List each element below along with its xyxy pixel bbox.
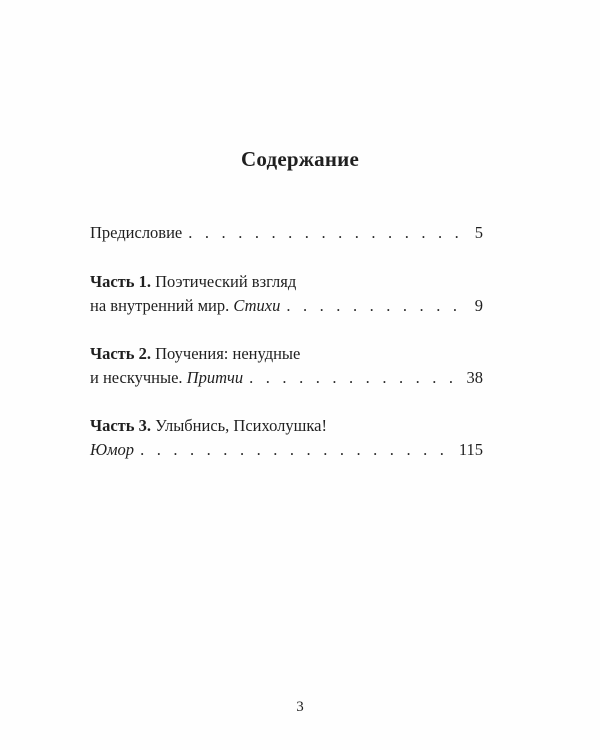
toc-entry-line	[90, 294, 483, 318]
toc-entry-subtitle: на внутренний мир.	[90, 296, 230, 315]
toc-entry-line	[90, 438, 483, 462]
toc-entry-title: Предисловие	[90, 223, 183, 242]
toc-entry-genre: Юмор	[90, 440, 135, 459]
toc-entry-line	[90, 366, 483, 390]
toc-entry-line	[90, 342, 483, 366]
toc-entry-preface[interactable]	[90, 221, 483, 245]
toc-page-number: 115	[458, 440, 483, 459]
toc-title: Содержание	[241, 147, 359, 171]
toc-entry-line	[90, 221, 483, 245]
toc-entry-line	[90, 414, 483, 438]
toc-page-number: 9	[474, 296, 483, 315]
toc-entry-line	[90, 270, 483, 294]
leader-dots	[188, 221, 469, 245]
leader-dots	[140, 438, 453, 462]
toc-part-label: Часть 2.	[90, 344, 152, 363]
toc-entry-title: Улыбнись, Психолушка!	[155, 416, 327, 435]
toc-entry-title: Поучения: ненудные	[155, 344, 301, 363]
toc-entry-genre: Стихи	[233, 296, 281, 315]
toc-entry-title: Поэтический взгляд	[155, 272, 297, 291]
toc-entry-subtitle: и нескучные.	[90, 368, 183, 387]
toc-entry-part-3[interactable]	[90, 414, 483, 462]
toc-page-number: 38	[466, 368, 483, 387]
leader-dots	[249, 366, 460, 390]
toc-part-label: Часть 1.	[90, 272, 152, 291]
toc-entry-part-1[interactable]	[90, 270, 483, 318]
toc-part-label: Часть 3.	[90, 416, 152, 435]
toc-entry-part-2[interactable]	[90, 342, 483, 390]
toc-page-number: 5	[474, 223, 483, 242]
leader-dots	[286, 294, 468, 318]
toc-entry-genre: Притчи	[186, 368, 244, 387]
page-number: 3	[296, 699, 304, 715]
